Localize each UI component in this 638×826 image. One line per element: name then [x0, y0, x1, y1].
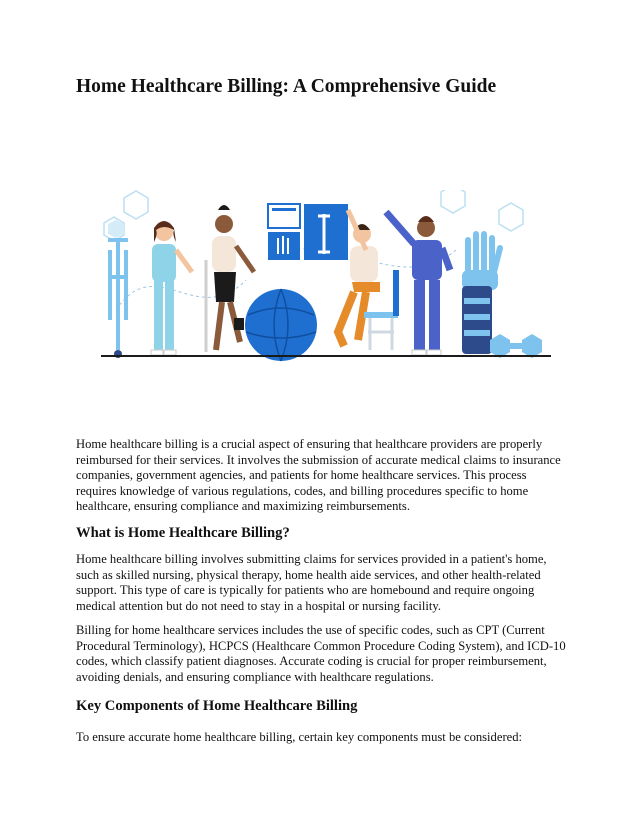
section-heading-what-is: What is Home Healthcare Billing?	[76, 525, 290, 541]
section-heading-key-components: Key Components of Home Healthcare Billing	[76, 698, 358, 714]
healthcare-illustration	[96, 190, 556, 375]
page-title: Home Healthcare Billing: A Comprehensive Guide	[76, 76, 497, 97]
intro-paragraph: Home healthcare billing is a crucial aspect of ensuring that healthcare providers are properly reimbursed for their services. It involves the submission of accurate medical claims to insurance companies, government agencies, and patients for home healthcare services. This process requires knowledge of various regulations, codes, and billing procedures specific to home healthcare, ensuring compliance and maximizing reimbursements.	[76, 437, 561, 514]
section2-paragraph-1: To ensure accurate home healthcare billing, certain key components must be considered:	[76, 730, 523, 744]
section1-paragraph-1: Home healthcare billing involves submitting claims for services provided in a patient's home, such as skilled nursing, physical therapy, home health aide services, and other health-related support. This type of care is typically for patients who are homebound and require ongoing medical attention but do not need to stay in a hospital or nursing facility.	[76, 552, 547, 613]
section1-paragraph-2: Billing for home healthcare services includes the use of specific codes, such as CPT (Current Procedural Terminology), HCPCS (Healthcare Common Procedure Coding System), and ICD-10 codes, which classify patient diagnoses. Accurate coding is crucial for proper reimbursement, avoiding denials, and ensuring compliance with healthcare regulations.	[76, 623, 566, 684]
